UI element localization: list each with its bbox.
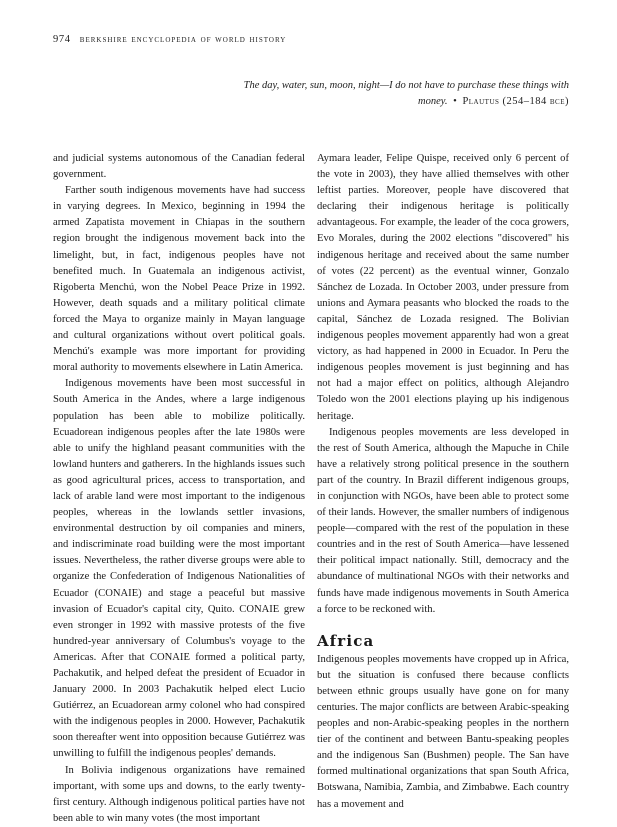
paragraph: In Bolivia indigenous organizations have remained important, with some ups and downs, to the early twenty-first century. Although indigenous political parties have not been able to win many votes (the most important bbox=[53, 764, 305, 824]
epigraph-bullet: • bbox=[453, 96, 457, 107]
paragraph: and judicial systems autonomous of the Canadian federal government. bbox=[53, 153, 305, 181]
epigraph-attribution: Plautus (254–184 bce) bbox=[462, 96, 569, 107]
section-heading: Africa bbox=[317, 631, 375, 650]
epigraph-text: The day, water, sun, moon, night—I do not have to purchase these things with money. bbox=[243, 80, 569, 107]
paragraph: Indigenous peoples movements have cropped up in Africa, but the situation is confused there because conflicts between ethnic groups usually have gone on for many centuries. The major conflicts are between Arabic-speaking peoples and non-Arabic-speaking peoples in the northern tier of the continent and between Bantu-speaking peoples and the indigenous San (Bushmen) people. The San have formed multinational organizations that span South Africa, Botswana, Namibia, Zambia, and Zimbabwe. Each country has a movement and bbox=[317, 653, 569, 810]
right-column bbox=[317, 151, 569, 813]
running-head bbox=[53, 34, 286, 45]
epigraph bbox=[239, 78, 569, 110]
paragraph: Farther south indigenous movements have had success in varying degrees. In Mexico, beginning in 1994 the armed Zapatista movement in Chiapas in the southern region brought the indigenous movement back into the limelight, but, in fact, indigenous peoples have not benefited much. In Guatemala an indigenous activist, Rigoberta Menchú, won the Nobel Peace Prize in 1992. However, death squads and a military political climate forced the Maya to organize mainly in Mayan language and cultural organizations without overt political goals. Menchú's example was more important for providing moral authority to movements elsewhere in Latin America. bbox=[53, 185, 305, 374]
left-column bbox=[53, 151, 305, 827]
page-number: 974 bbox=[53, 34, 71, 45]
paragraph: Aymara leader, Felipe Quispe, received only 6 percent of the vote in 2003), they have allied themselves with other leftist parties. Moreover, people have discovered that declaring their indigenous heritage is politically advantageous. For example, the leader of the coca growers, Evo Morales, during the 2002 elections "discovered" his indigenous heritage and received about the same number of votes (22 percent) as the eventual winner, Gonzalo Sánchez de Lozada. In October 2003, under pressure from unions and Aymara peasants who blocked the roads to the capital, Sánchez de Lozada resigned. The Bolivian indigenous peoples movement apparently had won a great victory, as had happened in 2000 in Ecuador. In Peru the indigenous peoples movement is just beginning and has not had a major effect on politics, although Alejandro Toledo won the 2001 elections playing up his indigenous heritage. bbox=[317, 153, 569, 422]
paragraph: Indigenous movements have been most successful in South America in the Andes, where a large indigenous population has been able to mobilize politically. Ecuadorean indigenous peoples after the late 1980s were able to unify the highland peasant communities with the lowland hunters and gatherers. In the highlands issues such as good agricultural prices, access to transportation, and lack of arable land were most important to the indigenous peoples, whereas in the lowlands settler invasions, environmental destruction by oil companies and miners, and indiscriminate road building were the most important issues. Nevertheless, the rather diverse groups were able to organize the Confederation of Indigenous Nationalities of Ecuador (CONAIE) and stage a peaceful but massive invasion of Ecuador's capital city, Quito. CONAIE grew even stronger in 1992 with massive protests of the five hundred-year anniversary of Columbus's voyage to the Americas. After that CONAIE formed a political party, Pachakutik, and helped defeat the president of Ecuador in January 2000. In 2003 Pachakutik helped elect Lucio Gutiérrez, an Ecuadorean army colonel who had conspired with the indigenous peoples in 2000. However, Pachakutik soon thereafter went into opposition because Gutiérrez was unwilling to fulfill the indigenous peoples' demands. bbox=[53, 378, 305, 760]
running-title: berkshire encyclopedia of world history bbox=[79, 34, 287, 45]
paragraph: Indigenous peoples movements are less developed in the rest of South America, although the Mapuche in Chile have a relatively strong political presence in the southern part of the country. In Brazil different indigenous groups, in conjunction with NGOs, have been able to protect some of their lands. However, the smaller numbers of indigenous people—compared with the rest of the population in these countries and in the rest of South America—have lessened their political impact nationally. Still, democracy and the abundance of multinational NGOs with their networks and funds have made indigenous movements in South America a force to be reckoned with. bbox=[317, 426, 569, 615]
